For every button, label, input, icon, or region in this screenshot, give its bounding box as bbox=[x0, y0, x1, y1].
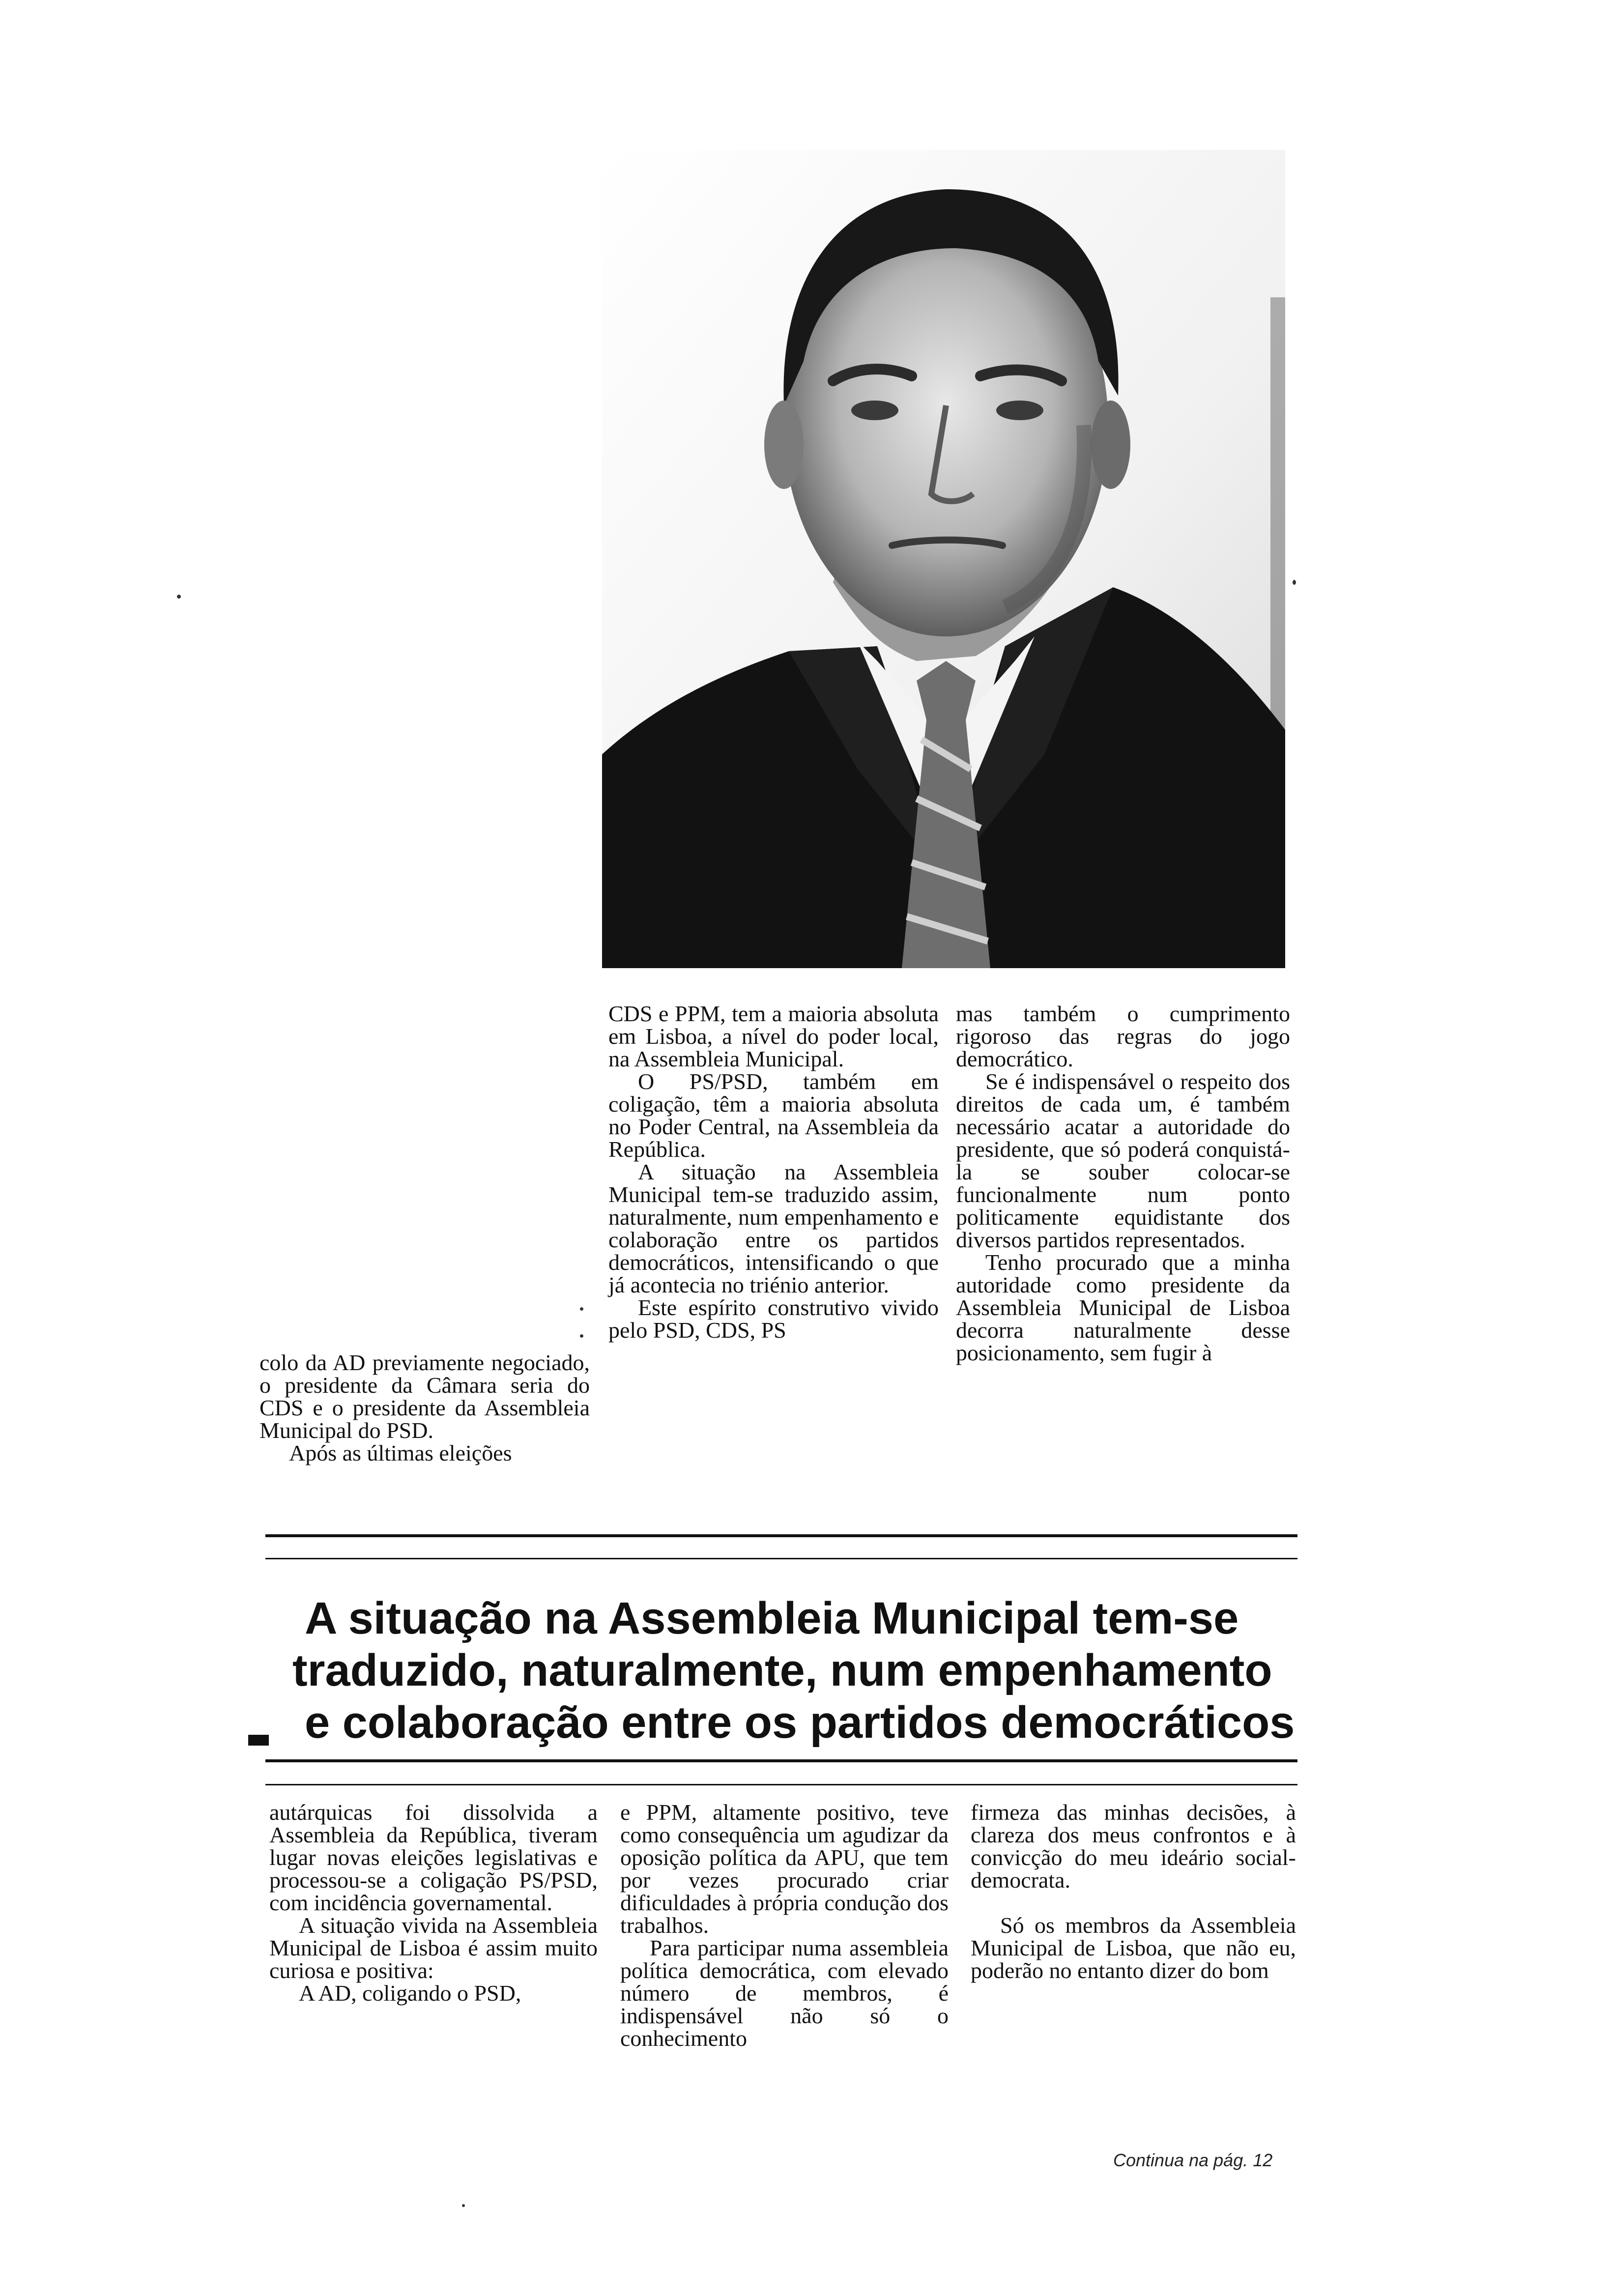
speck bbox=[580, 1307, 583, 1311]
speck bbox=[462, 2204, 465, 2207]
pull-quote-headline bbox=[292, 1592, 1312, 1749]
paragraph: Se é indispensável o respeito dos direitos de cada um, é também necessário acatar a autoridade do presidente, que só poderá conquistá-la se souber colocar-se funcionalmente num ponto politicamente equidistante dos diversos partidos representados. bbox=[956, 1069, 1290, 1252]
article-column-top-middle bbox=[608, 1003, 939, 1342]
man-portrait-icon bbox=[602, 150, 1285, 968]
paragraph: A situação vivida na Assembleia Municipal de Lisboa é assim muito curiosa e positiva: bbox=[269, 1913, 598, 1983]
article-column-top-right bbox=[956, 1003, 1290, 1364]
paragraph: Para participar numa assembleia política democrática, com elevado número de membros, é indispensável não só o conhecimento bbox=[620, 1935, 949, 2051]
paragraph: firmeza das minhas decisões, à clareza dos meus confrontos e à convicção do meu ideário social-democrata. bbox=[971, 1800, 1296, 1893]
divider-rule bbox=[265, 1534, 1297, 1537]
article-column-bottom-left bbox=[269, 1801, 598, 2005]
paragraph: Após as últimas eleições bbox=[289, 1440, 512, 1465]
headline-line: traduzido, naturalmente, num empenhamento bbox=[292, 1645, 1272, 1695]
paragraph: e PPM, altamente positivo, teve como consequência um agudizar da oposição política da APU, que tem por vezes procurado criar dificuldades à própria condução dos trabalhos. bbox=[620, 1800, 949, 1938]
paragraph: Tenho procurado que a minha autoridade como presidente da Assembleia Municipal de Lisboa decorra naturalmente desse posicionamento, sem fugir à bbox=[956, 1250, 1290, 1365]
divider-rule bbox=[265, 1759, 1297, 1762]
speck bbox=[177, 595, 181, 599]
portrait-photo bbox=[602, 150, 1285, 968]
paragraph: O PS/PSD, também em coligação, têm a maioria absoluta no Poder Central, na Assembleia da República. bbox=[608, 1069, 939, 1162]
speck bbox=[1293, 580, 1296, 585]
paragraph: colo da AD previamente negociado, o presidente da Câmara seria do CDS e o presidente da Assembleia Municipal do PSD. bbox=[259, 1350, 590, 1443]
pull-quote-bullet-icon bbox=[248, 1735, 269, 1746]
paragraph: CDS e PPM, tem a maioria absoluta em Lisboa, a nível do poder local, na Assembleia Municipal. bbox=[608, 1001, 939, 1071]
paragraph: A situação na Assembleia Municipal tem-se traduzido assim, naturalmente, num empenhamento e colaboração entre os partidos democráticos, intensificando o que já acontecia no triénio anterior. bbox=[608, 1159, 939, 1297]
article-column-bottom-right bbox=[971, 1801, 1296, 1982]
continuation-note: Continua na pág. 12 bbox=[1113, 2150, 1273, 2170]
article-column-bottom-middle bbox=[620, 1801, 949, 2050]
headline-line: e colaboração entre os partidos democráticos bbox=[305, 1697, 1295, 1748]
paragraph: Este espírito construtivo vivido pelo PSD, CDS, PS bbox=[608, 1295, 939, 1343]
divider-rule bbox=[265, 1784, 1297, 1785]
speck bbox=[580, 1334, 583, 1338]
paragraph: autárquicas foi dissolvida a Assembleia da República, tiveram lugar novas eleições legislativas e processou-se a coligação PS/PSD, com incidência governamental. bbox=[269, 1800, 598, 1915]
paragraph: mas também o cumprimento rigoroso das regras do jogo democrático. bbox=[956, 1001, 1290, 1071]
paragraph: Só os membros da Assembleia Municipal de Lisboa, que não eu, poderão no entanto dizer do bom bbox=[971, 1913, 1296, 1983]
paragraph: A AD, coligando o PSD, bbox=[299, 1980, 521, 2006]
article-column-top-left bbox=[259, 1351, 590, 1464]
headline-line: A situação na Assembleia Municipal tem-se bbox=[305, 1593, 1239, 1643]
divider-rule bbox=[265, 1558, 1297, 1559]
